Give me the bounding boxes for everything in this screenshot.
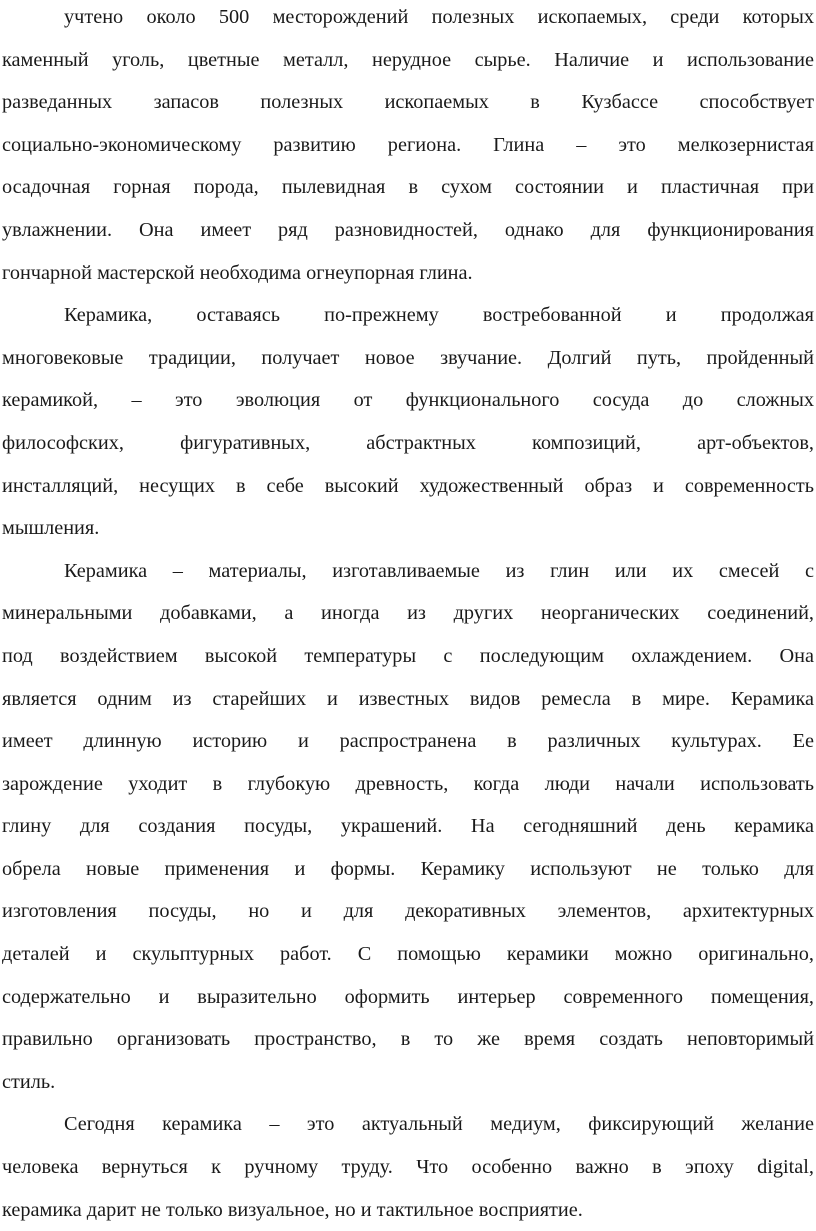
text-line: зарождение уходит в глубокую древность, когда люди начали использовать	[2, 772, 814, 795]
text-line: обрела новые применения и формы. Керамику используют не только для	[2, 857, 814, 880]
text-line: Сегодня керамика – это актуальный медиум, фиксирующий желание	[64, 1113, 814, 1136]
text-line: керамика дарит не только визуальное, но и тактильное восприятие.	[2, 1198, 583, 1221]
text-line: увлажнении. Она имеет ряд разновидностей, однако для функционирования	[2, 218, 814, 241]
text-line: имеет длинную историю и распространена в различных культурах. Ее	[2, 730, 814, 753]
text-line: многовековые традиции, получает новое звучание. Долгий путь, пройденный	[2, 346, 814, 369]
paragraph-3	[2, 550, 814, 1104]
text-line: разведанных запасов полезных ископаемых в Кузбассе способствует	[2, 91, 814, 114]
text-line: керамикой, – это эволюция от функционального сосуда до сложных	[2, 389, 814, 412]
text-line: под воздействием высокой температуры с последующим охлаждением. Она	[2, 644, 814, 667]
text-line: изготовления посуды, но и для декоративных элементов, архитектурных	[2, 900, 814, 923]
text-line: глину для создания посуды, украшений. На сегодняшний день керамика	[2, 815, 814, 838]
text-line: инсталляций, несущих в себе высокий художественный образ и современность	[2, 474, 814, 497]
text-line: содержательно и выразительно оформить интерьер современного помещения,	[2, 985, 814, 1008]
text-line: Керамика, оставаясь по-прежнему востребованной и продолжая	[64, 304, 814, 327]
text-line: деталей и скульптурных работ. С помощью керамики можно оригинально,	[2, 943, 814, 966]
text-line: гончарной мастерской необходима огнеупорная глина.	[2, 261, 473, 284]
text-line: человека вернуться к ручному труду. Что особенно важно в эпоху digital,	[2, 1156, 814, 1179]
text-line: стиль.	[2, 1070, 56, 1093]
text-line: является одним из старейших и известных видов ремесла в мире. Керамика	[2, 687, 814, 710]
text-line: философских, фигуративных, абстрактных композиций, арт-объектов,	[2, 431, 814, 454]
paragraph-1	[2, 0, 814, 294]
text-line: мышления.	[2, 517, 100, 540]
paragraph-4	[2, 1103, 814, 1231]
text-line: осадочная горная порода, пылевидная в сухом состоянии и пластичная при	[2, 176, 814, 199]
text-line: Керамика – материалы, изготавливаемые из глин или их смесей с	[64, 559, 814, 582]
paragraph-2	[2, 294, 814, 550]
text-line: правильно организовать пространство, в то же время создать неповторимый	[2, 1028, 814, 1051]
text-line: минеральными добавками, а иногда из других неорганических соединений,	[2, 602, 814, 625]
text-line: каменный уголь, цветные металл, нерудное сырье. Наличие и использование	[2, 48, 814, 71]
text-line: учтено около 500 месторождений полезных ископаемых, среди которых	[64, 6, 814, 28]
text-line: социально-экономическому развитию региона. Глина – это мелкозернистая	[2, 133, 814, 156]
